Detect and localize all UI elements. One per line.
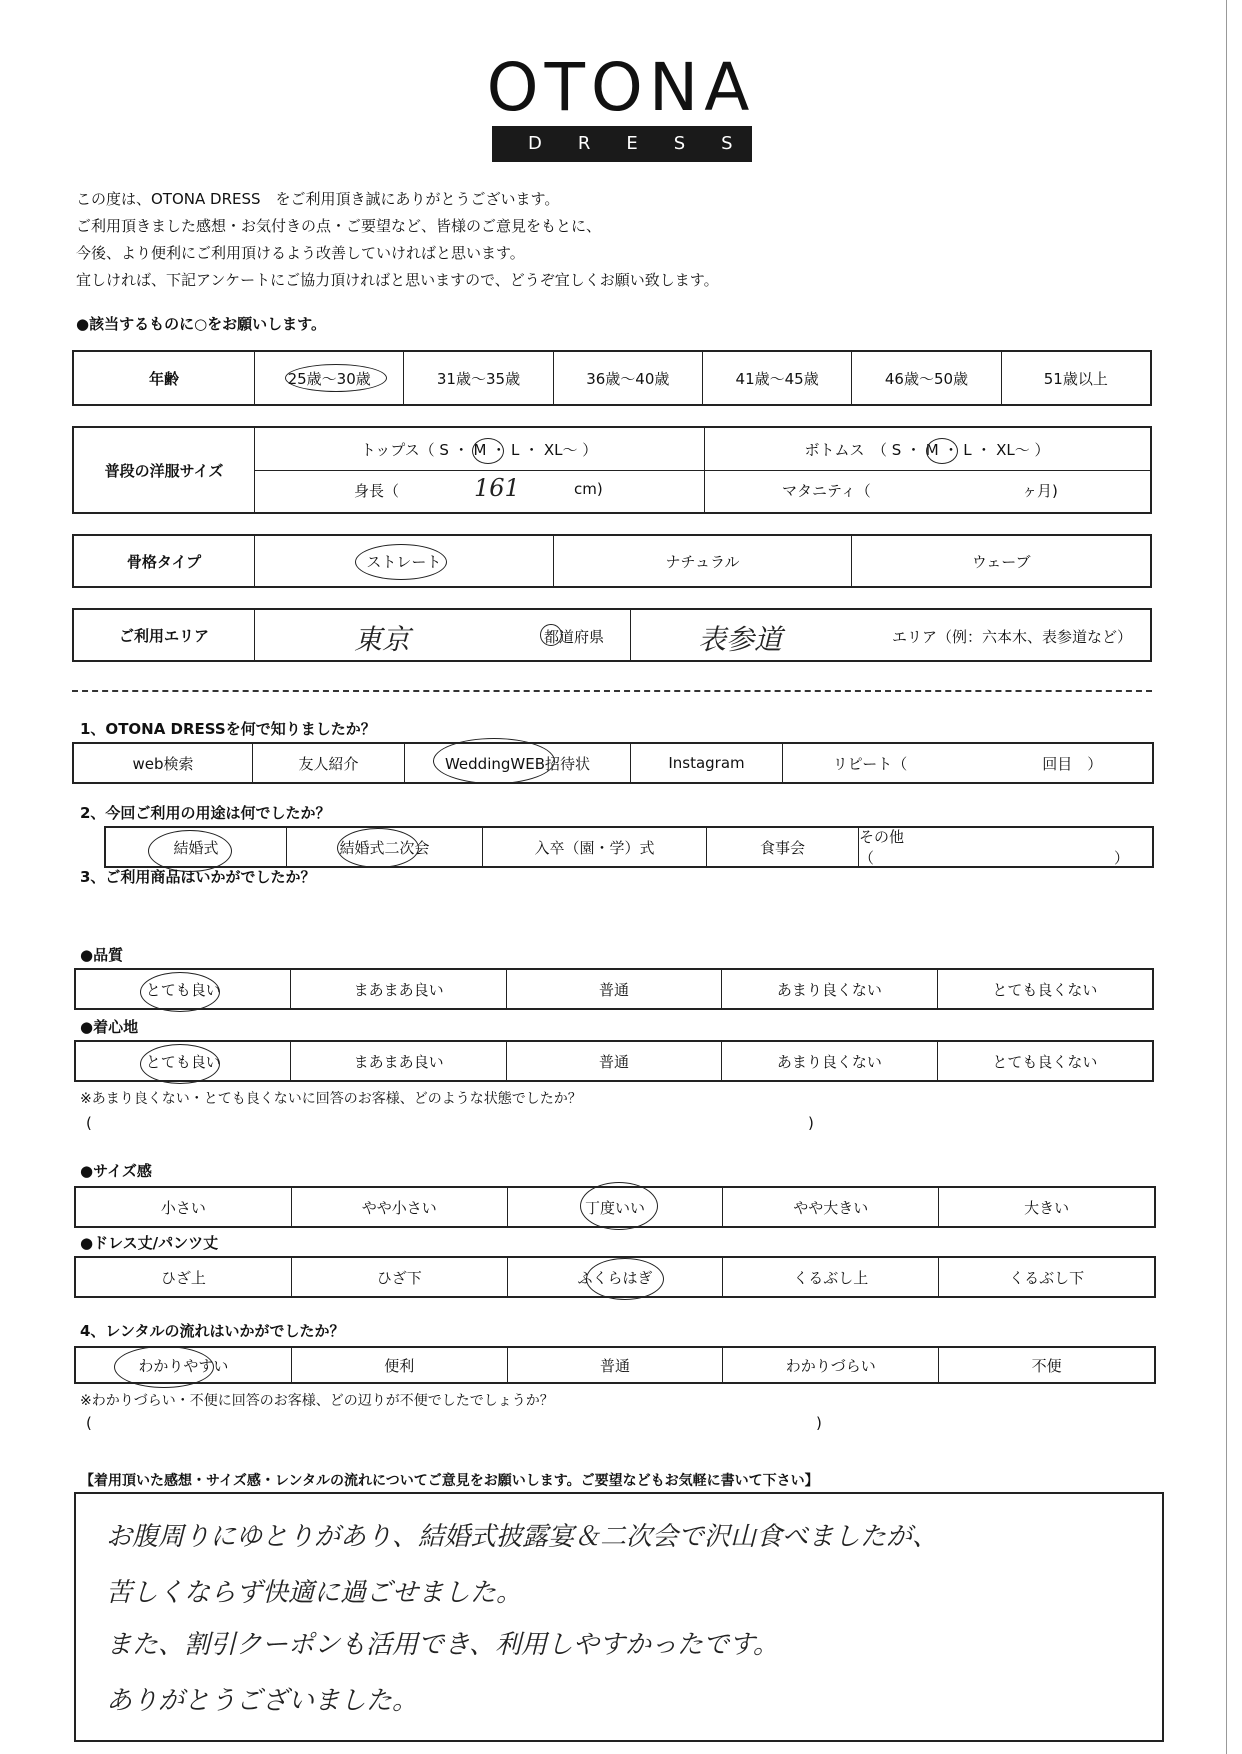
quality-row — [74, 968, 1154, 1010]
bottoms-size[interactable]: ボトムス （ S ・ M ・ L ・ XL〜 ） — [804, 440, 1050, 459]
free-heading: 【着用頂いた感想・サイズ感・レンタルの流れについてご意見をお願いします。ご要望などもお気軽に書いて下さい】 — [80, 1473, 819, 1489]
q2-option[interactable]: 結婚式二次会 — [286, 828, 482, 866]
quality-option[interactable]: とても良くない — [937, 970, 1152, 1008]
comfort-option[interactable]: とても良くない — [937, 1042, 1152, 1080]
length-row — [74, 1256, 1156, 1298]
q3-heading: 3、ご利用商品はいかがでしたか？ — [80, 868, 316, 886]
comfort-label: ●着心地 — [80, 1018, 139, 1036]
age-option[interactable]: 41歳〜45歳 — [702, 352, 851, 404]
prefecture-value[interactable]: 東京 — [354, 623, 411, 656]
age-label: 年齢 — [148, 369, 179, 388]
size-feel-row — [74, 1186, 1156, 1228]
logo-dress: DRESS — [492, 126, 752, 162]
q1-option[interactable]: web検索 — [132, 754, 194, 773]
q4-option[interactable]: 不便 — [938, 1348, 1154, 1382]
intro-line: 今後、より便利にご利用頂けるよう改善していければと思います。 — [76, 244, 525, 262]
area-label: ご利用エリア — [74, 610, 255, 660]
age-option[interactable]: 25歳〜30歳 — [254, 352, 403, 404]
section-divider — [72, 690, 1152, 692]
comfort-option[interactable]: とても良い — [76, 1042, 290, 1080]
q4-row — [74, 1346, 1156, 1384]
body-type-row — [72, 534, 1152, 588]
length-option[interactable]: ひざ下 — [291, 1258, 507, 1296]
quality-option[interactable]: 普通 — [506, 970, 721, 1008]
intro-text — [76, 186, 719, 294]
area-row — [72, 608, 1152, 662]
size-feel-label: ●サイズ感 — [80, 1162, 152, 1180]
q4-option[interactable]: 便利 — [291, 1348, 507, 1382]
size-feel-option[interactable]: やや小さい — [291, 1188, 507, 1226]
logo-otona: OTONA — [486, 49, 756, 126]
q1-option[interactable]: 友人紹介 — [252, 744, 404, 782]
height-unit: cm) — [574, 480, 603, 498]
q2-option[interactable]: 食事会 — [706, 828, 858, 866]
q4-heading: 4、レンタルの流れはいかがでしたか？ — [80, 1322, 345, 1340]
comment-line: ありがとうございました。 — [106, 1686, 419, 1716]
q1-option[interactable]: WeddingWEB招待状 — [404, 744, 630, 782]
q4-option[interactable]: 普通 — [507, 1348, 723, 1382]
q4-option[interactable]: わかりづらい — [722, 1348, 938, 1382]
comment-line: 苦しくならず快適に過ごせました。 — [106, 1578, 523, 1608]
q2-option[interactable]: 結婚式 — [106, 828, 286, 866]
area-divider — [630, 610, 631, 660]
q2-option[interactable]: 入卒（園・学）式 — [482, 828, 706, 866]
body-type-option[interactable]: ウェーブ — [851, 536, 1150, 586]
maternity-unit: ヶ月) — [1022, 482, 1058, 500]
size-label: 普段の洋服サイズ — [74, 428, 255, 512]
length-label: ●ドレス丈/パンツ丈 — [80, 1234, 219, 1252]
comment-line: お腹周りにゆとりがあり、結婚式披露宴＆二次会で沢山食べましたが、 — [106, 1522, 939, 1552]
area-example-label: エリア（例：六本木、表参道など） — [892, 628, 1133, 646]
age-option[interactable]: 36歳〜40歳 — [553, 352, 702, 404]
profile-heading: ●該当するものに○をお願いします。 — [76, 315, 326, 333]
comfort-option[interactable]: あまり良くない — [721, 1042, 936, 1080]
age-row — [72, 350, 1152, 406]
tops-size[interactable]: トップス（ S ・ M ・ L ・ XL〜 ） — [360, 440, 598, 459]
length-option[interactable]: くるぶし下 — [938, 1258, 1154, 1296]
length-option[interactable]: ふくらはぎ — [507, 1258, 723, 1296]
q1-option[interactable]: リピート（ 回目 ） — [782, 744, 1152, 782]
area-value[interactable]: 表参道 — [698, 623, 783, 656]
free-comment-box[interactable] — [74, 1492, 1164, 1742]
age-option[interactable]: 51歳以上 — [1001, 352, 1150, 404]
size-feel-option[interactable]: やや大きい — [722, 1188, 938, 1226]
body-type-option[interactable]: ストレート — [254, 536, 553, 586]
q4-option[interactable]: わかりやすい — [76, 1348, 291, 1382]
size-feel-option[interactable]: 小さい — [160, 1198, 206, 1217]
size-feel-option[interactable]: 大きい — [938, 1188, 1154, 1226]
quality-note: ※あまり良くない・とても良くないに回答のお客様、どのような状態でしたか？ — [80, 1091, 582, 1107]
comfort-row — [74, 1040, 1154, 1082]
quality-option[interactable]: とても良い — [76, 970, 290, 1008]
quality-label: ●品質 — [80, 946, 124, 964]
q2-heading: 2、今回ご利用の用途は何でしたか？ — [80, 804, 331, 822]
intro-line: ご利用頂きました感想・お気付きの点・ご要望など、皆様のご意見をもとに、 — [76, 217, 602, 235]
height-value[interactable]: 161 — [474, 474, 520, 502]
prefecture-label: 都道府県 — [544, 628, 605, 646]
q4-note: ※わかりづらい・不便に回答のお客様、どの辺りが不便でしたでしょうか？ — [80, 1393, 554, 1409]
close-paren: ) — [816, 1414, 822, 1432]
q2-option[interactable]: その他（ ） — [858, 828, 1152, 866]
q1-row — [72, 742, 1154, 784]
height-label: 身長（ — [354, 482, 400, 500]
body-type-label: 骨格タイプ — [126, 552, 202, 571]
comment-line: また、割引クーポンも活用でき、利用しやすかったです。 — [106, 1630, 779, 1660]
quality-option[interactable]: まあまあ良い — [290, 970, 505, 1008]
size-feel-option[interactable]: 丁度いい — [507, 1188, 723, 1226]
age-option[interactable]: 31歳〜35歳 — [403, 352, 552, 404]
close-paren: ) — [808, 1114, 814, 1132]
body-type-option[interactable]: ナチュラル — [553, 536, 852, 586]
maternity-label: マタニティ（ — [782, 482, 871, 500]
q2-row — [104, 826, 1154, 868]
comfort-option[interactable]: 普通 — [506, 1042, 721, 1080]
size-block — [72, 426, 1152, 514]
length-option[interactable]: くるぶし上 — [722, 1258, 938, 1296]
page-edge-line — [1226, 0, 1228, 1754]
age-option[interactable]: 46歳〜50歳 — [851, 352, 1000, 404]
q1-option[interactable]: Instagram — [630, 744, 782, 782]
intro-line: この度は、OTONA DRESS をご利用頂き誠にありがとうございます。 — [76, 190, 560, 208]
intro-line: 宜しければ、下記アンケートにご協力頂ければと思いますので、どうぞ宜しくお願い致します。 — [76, 271, 719, 289]
size-divider-h — [254, 470, 1150, 471]
comfort-option[interactable]: まあまあ良い — [290, 1042, 505, 1080]
open-paren: ( — [86, 1414, 92, 1432]
open-paren: ( — [86, 1114, 92, 1132]
quality-option[interactable]: あまり良くない — [721, 970, 936, 1008]
length-option[interactable]: ひざ上 — [160, 1268, 206, 1287]
q1-heading: 1、OTONA DRESSを何で知りましたか？ — [80, 720, 376, 738]
